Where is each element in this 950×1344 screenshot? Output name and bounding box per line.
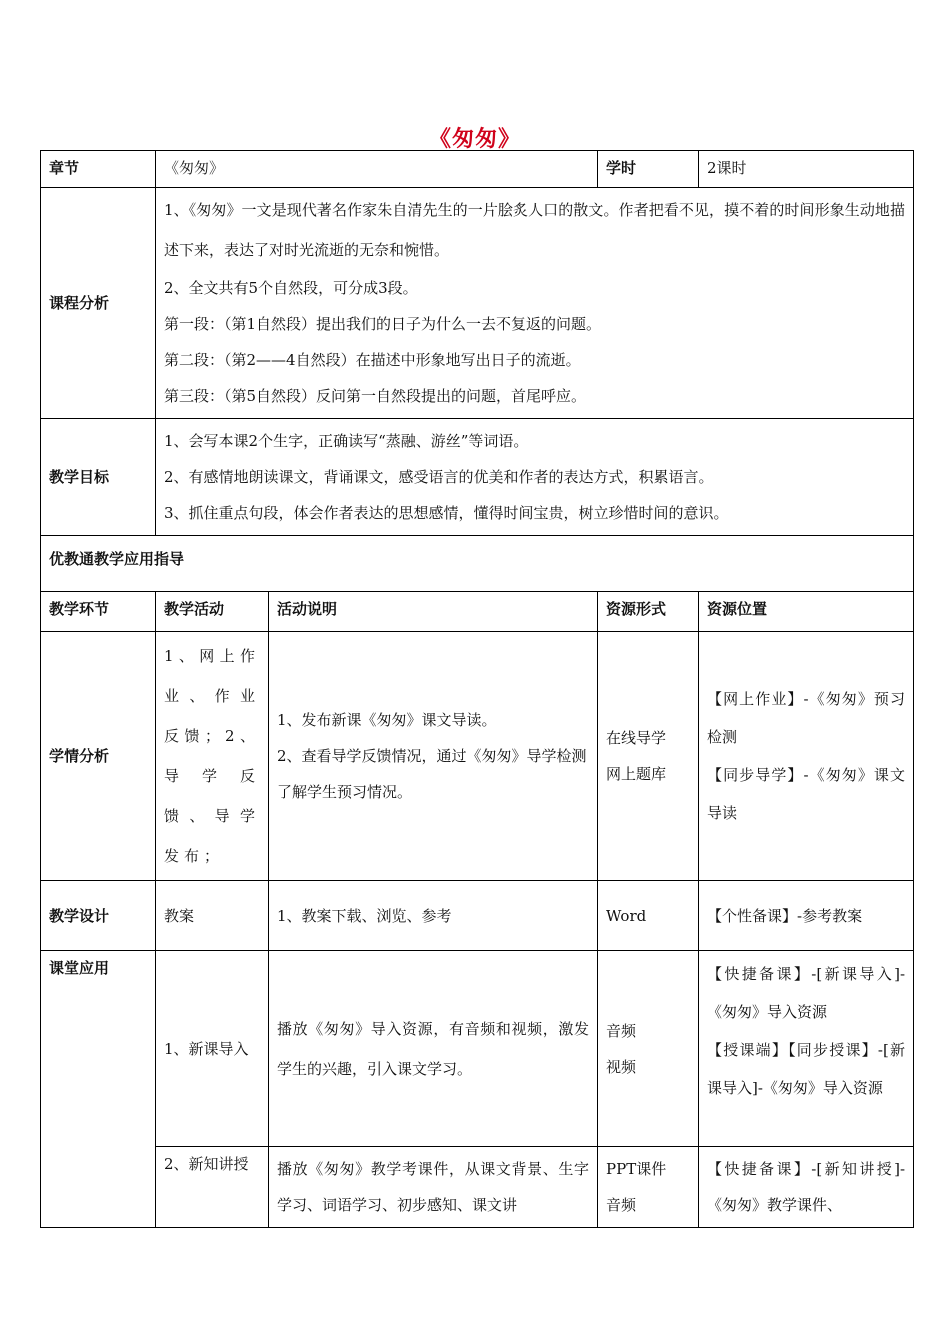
column-header: 资源位置 — [699, 592, 914, 632]
analysis-line: 第一段：（第1自然段）提出我们的日子为什么一去不复返的问题。 — [164, 315, 602, 333]
learning-analysis-row — [41, 632, 914, 881]
analysis-line: 第三段：（第5自然段）反问第一自然段提出的问题，首尾呼应。 — [164, 387, 587, 405]
resource-form: 音频 — [606, 1196, 637, 1214]
stage-cell: 学情分析 — [41, 632, 156, 881]
resource-form-cell: Word — [598, 881, 699, 951]
teaching-design-row — [41, 881, 914, 951]
resource-form-cell — [598, 632, 699, 881]
resource-form-cell — [598, 951, 699, 1147]
activity-cell: 教案 — [156, 881, 269, 951]
resource-form: 在线导学 — [606, 729, 667, 747]
header-row — [41, 151, 914, 188]
column-header: 教学活动 — [156, 592, 269, 632]
goal-line: 1、会写本课2个生字，正确读写“蒸融、游丝”等词语。 — [164, 432, 529, 450]
description-line: 2、查看导学反馈情况，通过《匆匆》导学检测了解学生预习情况。 — [277, 747, 587, 801]
teaching-goals-content — [156, 419, 914, 536]
course-analysis-row — [41, 188, 914, 419]
description-cell: 1、教案下载、浏览、参考 — [269, 881, 598, 951]
column-header: 资源形式 — [598, 592, 699, 632]
lesson-plan-table — [40, 150, 914, 1228]
chapter-value: 《匆匆》 — [156, 151, 598, 188]
stage-cell: 课堂应用 — [41, 951, 156, 1228]
goal-line: 2、有感情地朗读课文，背诵课文，感受语言的优美和作者的表达方式，积累语言。 — [164, 468, 714, 486]
analysis-line: 1、《匆匆》一文是现代著名作家朱自清先生的一片脍炙人口的散文。作者把看不见，摸不着的时间形象生动地描述下来，表达了对时光流逝的无奈和惋惜。 — [164, 201, 906, 259]
column-header-row — [41, 592, 914, 632]
resource-location-cell: 【快捷备课】-[新知讲授]-《匆匆》教学课件、 — [699, 1147, 914, 1228]
activity-cell: 1、网上作业、作业反馈；2、导学反馈、导学发布； — [156, 632, 269, 881]
guide-heading-row — [41, 536, 914, 592]
resource-form: PPT课件 — [606, 1160, 667, 1178]
analysis-line: 第二段：（第2——4自然段）在描述中形象地写出日子的流逝。 — [164, 351, 581, 369]
description-line: 1、发布新课《匆匆》课文导读。 — [277, 711, 497, 729]
description-cell: 播放《匆匆》导入资源，有音频和视频，激发学生的兴趣，引入课文学习。 — [269, 951, 598, 1147]
resource-form: 音频 — [606, 1021, 637, 1040]
resource-form: 视频 — [606, 1057, 637, 1076]
resource-location-cell — [699, 632, 914, 881]
activity-cell: 1、新课导入 — [156, 951, 269, 1147]
analysis-line: 2、全文共有5个自然段，可分成3段。 — [164, 279, 418, 297]
course-analysis-label: 课程分析 — [41, 188, 156, 419]
guide-heading: 优教通教学应用指导 — [41, 536, 914, 592]
activity-cell: 2、新知讲授 — [156, 1147, 269, 1228]
resource-location: 【网上作业】-《匆匆》预习检测 — [707, 690, 906, 746]
column-header: 教学环节 — [41, 592, 156, 632]
description-text: 播放《匆匆》教学考课件，从课文背景、生字学习、词语学习、初步感知、课文讲 — [277, 1160, 590, 1214]
resource-form-cell — [598, 1147, 699, 1228]
teaching-goals-row — [41, 419, 914, 536]
classroom-row-2 — [41, 1147, 914, 1228]
resource-location: 【授课端】【同步授课】-[新课导入]-《匆匆》导入资源 — [707, 1041, 906, 1097]
hours-value: 2课时 — [699, 151, 914, 188]
description-cell — [269, 632, 598, 881]
hours-label: 学时 — [598, 151, 699, 188]
teaching-goals-label: 教学目标 — [41, 419, 156, 536]
document-title: 《匆匆》 — [428, 127, 521, 152]
resource-location: 【快捷备课】-[新课导入]-《匆匆》导入资源 — [707, 965, 906, 1021]
resource-location-cell — [699, 951, 914, 1147]
chapter-label: 章节 — [41, 151, 156, 188]
description-cell — [269, 1147, 598, 1228]
classroom-row-1 — [41, 951, 914, 1147]
stage-cell: 教学设计 — [41, 881, 156, 951]
column-header: 活动说明 — [269, 592, 598, 632]
goal-line: 3、抓住重点句段，体会作者表达的思想感情，懂得时间宝贵，树立珍惜时间的意识。 — [164, 504, 729, 522]
course-analysis-content — [156, 188, 914, 419]
resource-location-cell: 【个性备课】-参考教案 — [699, 881, 914, 951]
resource-form: 网上题库 — [606, 765, 667, 783]
resource-location: 【同步导学】-《匆匆》课文导读 — [707, 766, 906, 822]
